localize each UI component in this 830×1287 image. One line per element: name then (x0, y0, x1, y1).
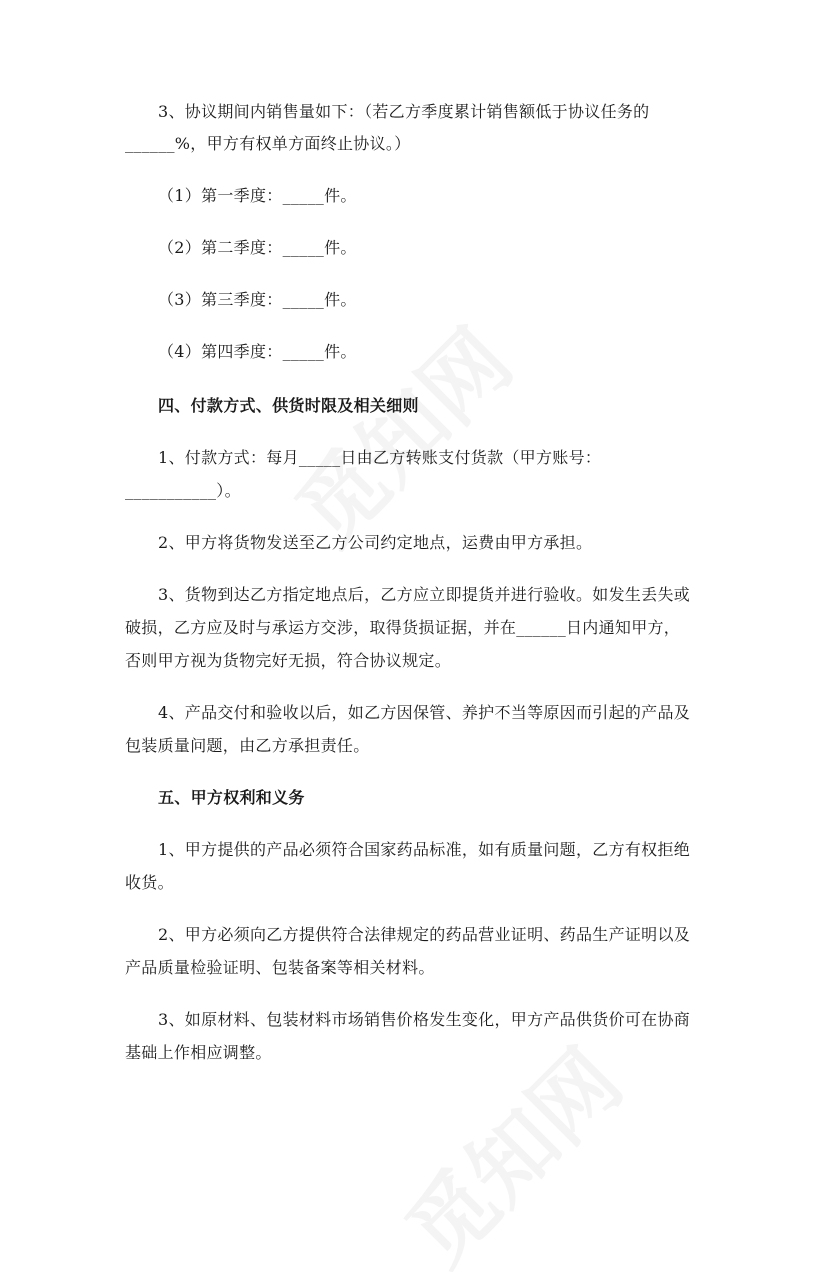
quota-intro-line-2: ______%，甲方有权单方面终止协议。） (125, 134, 411, 153)
quota-q3: （3）第三季度：_____件。 (158, 290, 357, 309)
s4-item3-line3: 否则甲方视为货物完好无损，符合协议规定。 (125, 651, 452, 670)
s4-item4-line1: 4、产品交付和验收以后，如乙方因保管、养护不当等原因而引起的产品及 (158, 703, 691, 722)
section-4-heading: 四、付款方式、供货时限及相关细则 (158, 396, 419, 415)
section-5-heading: 五、甲方权利和义务 (158, 788, 305, 807)
watermark (374, 1017, 644, 1287)
s5-item3-line1: 3、如原材料、包装材料市场销售价格发生变化，甲方产品供货价可在协商 (158, 1010, 691, 1029)
quota-q2: （2）第二季度：_____件。 (158, 238, 357, 257)
s5-item1-line1: 1、甲方提供的产品必须符合国家药品标准，如有质量问题，乙方有权拒绝 (158, 840, 691, 859)
s4-item1-line2: ___________）。 (125, 481, 241, 500)
quota-intro-line-1: 3、协议期间内销售量如下：（若乙方季度累计销售额低于协议任务的 (158, 102, 650, 121)
s4-item2: 2、甲方将货物发送至乙方公司约定地点，运费由甲方承担。 (158, 533, 593, 552)
s4-item3-line1: 3、货物到达乙方指定地点后，乙方应立即提货并进行验收。如发生丢失或 (158, 585, 691, 604)
s5-item1-line2: 收货。 (125, 873, 174, 892)
s4-item3-line2: 破损，乙方应及时与承运方交涉，取得货损证据，并在______日内通知甲方， (125, 618, 681, 637)
s4-item1-line1: 1、付款方式：每月_____日由乙方转账支付货款（甲方账号： (158, 448, 602, 467)
s4-item4-line2: 包装质量问题，由乙方承担责任。 (125, 736, 370, 755)
watermark (264, 297, 534, 567)
s5-item2-line2: 产品质量检验证明、包装备案等相关材料。 (125, 958, 435, 977)
s5-item3-line2: 基础上作相应调整。 (125, 1043, 272, 1062)
quota-q1: （1）第一季度：_____件。 (158, 186, 357, 205)
s5-item2-line1: 2、甲方必须向乙方提供符合法律规定的药品营业证明、药品生产证明以及 (158, 925, 691, 944)
quota-q4: （4）第四季度：_____件。 (158, 342, 357, 361)
